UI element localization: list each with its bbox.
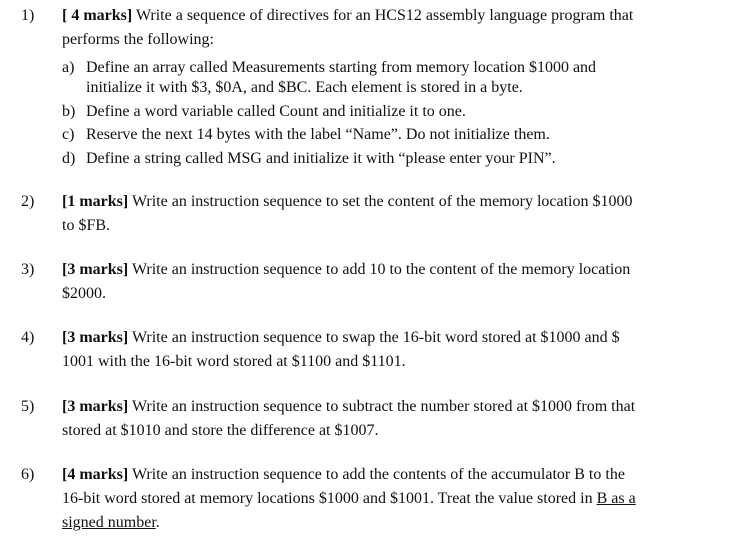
- marks-label: [3 marks]: [62, 261, 129, 278]
- question-text-line: [3 marks] Write an instruction sequence to add 10 to the content of the memory location: [62, 261, 631, 278]
- question-text-line: performs the following:: [62, 31, 214, 48]
- part-letter: a): [62, 59, 75, 76]
- question-text-line: $2000.: [62, 285, 106, 302]
- part-text-line: Define a string called MSG and initialize it with “please enter your PIN”.: [86, 150, 556, 167]
- underlined-text: signed number: [62, 514, 156, 531]
- part-letter: d): [62, 150, 76, 167]
- part-letter: c): [62, 126, 75, 143]
- question-number: 5): [21, 398, 35, 415]
- part-text-line: initialize it with $3, $0A, and $BC. Each element is stored in a byte.: [86, 79, 523, 96]
- marks-label: [1 marks]: [62, 193, 129, 210]
- question-text-line: to $FB.: [62, 217, 111, 234]
- question-text-line: [ 4 marks] Write a sequence of directives for an HCS12 assembly language program that: [62, 7, 634, 24]
- question-text-line: [1 marks] Write an instruction sequence to set the content of the memory location $1000: [62, 193, 633, 210]
- marks-label: [4 marks]: [62, 466, 129, 483]
- marks-label: [ 4 marks]: [62, 7, 133, 24]
- question-number: 2): [21, 193, 35, 210]
- part-letter: b): [62, 103, 76, 120]
- part-text-line: Define an array called Measurements starting from memory location $1000 and: [86, 59, 597, 76]
- question-text-line: stored at $1010 and store the difference at $1007.: [62, 422, 379, 439]
- question-number: 1): [21, 7, 35, 24]
- question-number: 4): [21, 329, 35, 346]
- marks-label: [3 marks]: [62, 398, 129, 415]
- question-text-line: [3 marks] Write an instruction sequence to swap the 16-bit word stored at $1000 and $: [62, 329, 620, 346]
- question-text-line: [3 marks] Write an instruction sequence to subtract the number stored at $1000 from that: [62, 398, 636, 415]
- part-text-line: Reserve the next 14 bytes with the label “Name”. Do not initialize them.: [86, 126, 550, 143]
- question-number: 3): [21, 261, 35, 278]
- question-text-line: signed number.: [62, 514, 160, 531]
- question-text-line: [4 marks] Write an instruction sequence to add the contents of the accumulator B to the: [62, 466, 625, 483]
- question-text-line: 16-bit word stored at memory locations $1000 and $1001. Treat the value stored in B as a: [62, 490, 636, 507]
- question-text-line: 1001 with the 16-bit word stored at $1100 and $1101.: [62, 353, 406, 370]
- question-number: 6): [21, 466, 35, 483]
- underlined-text: B as a: [596, 490, 636, 507]
- part-text-line: Define a word variable called Count and initialize it to one.: [86, 103, 466, 120]
- marks-label: [3 marks]: [62, 329, 129, 346]
